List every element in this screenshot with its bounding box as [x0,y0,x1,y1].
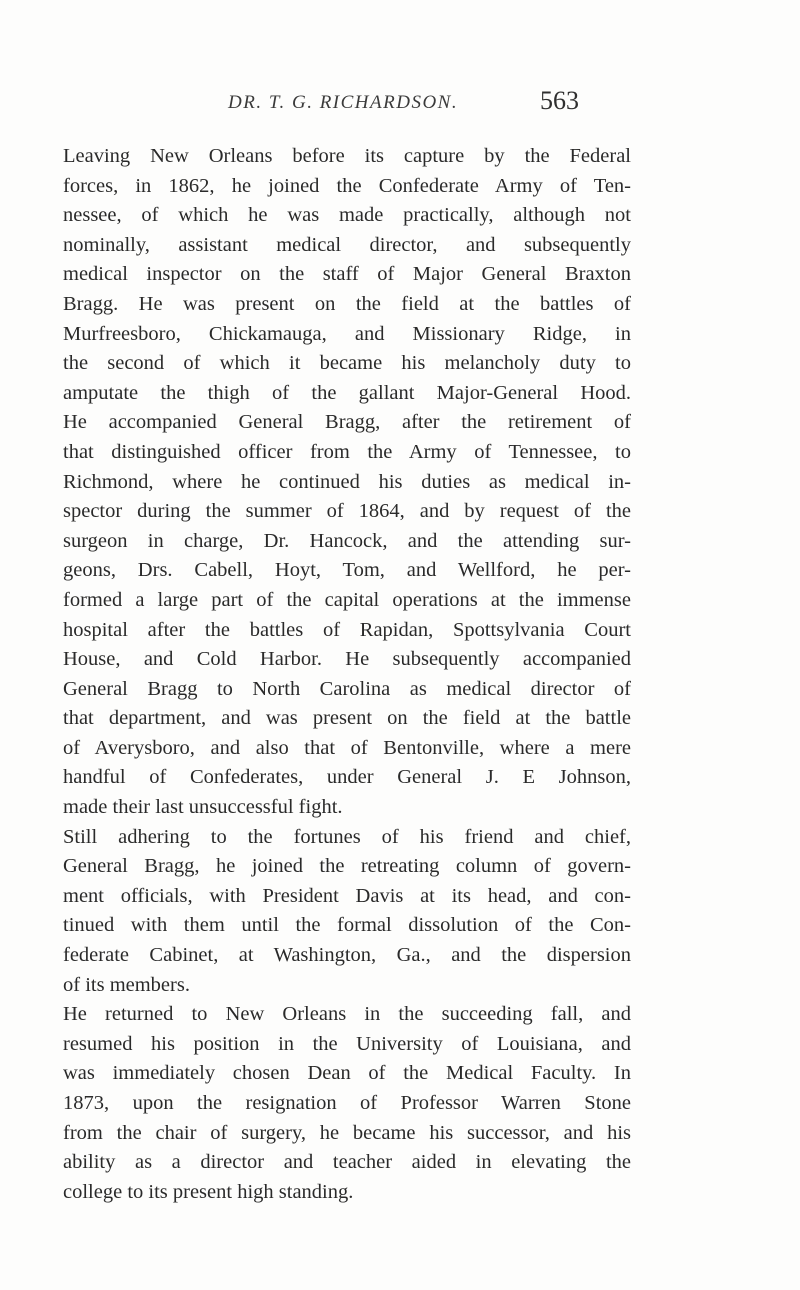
text-line: amputate the thigh of the gallant Major-General Hood. [63,381,631,404]
text-line: Bragg. He was present on the field at the battles of [63,292,631,315]
text-line: of its members. [63,973,190,996]
running-head-title: DR. T. G. RICHARDSON. [228,92,459,113]
text-line: from the chair of surgery, he became his successor, and his [63,1121,631,1144]
text-line: formed a large part of the capital operations at the immense [63,588,631,611]
text-line: handful of Confederates, under General J. E Johnson, [63,766,631,789]
text-line: was immediately chosen Dean of the Medical Faculty. In [63,1062,631,1085]
text-line: medical inspector on the staff of Major General Braxton [63,263,631,286]
text-line: resumed his position in the University of Louisiana, and [63,1032,631,1055]
text-line: General Bragg, he joined the retreating column of govern- [63,855,631,878]
text-line: federate Cabinet, at Washington, Ga., and the dispersion [63,944,631,967]
text-line: nessee, of which he was made practically, although not [63,204,631,227]
text-line: the second of which it became his melancholy duty to [63,352,631,375]
text-line: that department, and was present on the field at the battle [63,707,631,730]
text-line: 1873, upon the resignation of Professor Warren Stone [63,1092,631,1114]
text-line: nominally, assistant medical director, and subsequently [63,233,631,256]
text-line: forces, in 1862, he joined the Confederate Army of Ten- [63,174,631,197]
text-line: Still adhering to the fortunes of his friend and chief, [63,825,631,848]
paragraph-2 [63,823,631,1001]
text-line: He accompanied General Bragg, after the retirement of [63,411,631,434]
paragraph-3 [63,1000,631,1207]
text-line: that distinguished officer from the Army of Tennessee, to [63,440,631,463]
text-line: made their last unsuccessful fight. [63,796,343,819]
text-line: He returned to New Orleans in the succeeding fall, and [63,1003,631,1026]
paragraph-1 [63,142,631,823]
text-line: of Averysboro, and also that of Bentonville, where a mere [63,736,631,759]
running-head [0,86,800,126]
text-line: surgeon in charge, Dr. Hancock, and the attending sur- [63,529,631,552]
text-line: hospital after the battles of Rapidan, Spottsylvania Court [63,618,631,641]
text-line: ment officials, with President Davis at its head, and con- [63,884,631,907]
text-line: college to its present high standing. [63,1180,354,1203]
text-line: House, and Cold Harbor. He subsequently accompanied [63,648,631,671]
text-line: tinued with them until the formal dissolution of the Con- [63,914,631,937]
text-line: Richmond, where he continued his duties as medical in- [63,470,631,493]
text-line: spector during the summer of 1864, and by request of the [63,500,631,523]
text-line: ability as a director and teacher aided in elevating the [63,1151,631,1174]
text-line: geons, Drs. Cabell, Hoyt, Tom, and Wellford, he per- [63,559,631,582]
text-line: Leaving New Orleans before its capture by the Federal [63,145,631,167]
body-text [63,142,631,1207]
page-number: 563 [540,86,579,115]
text-line: Murfreesboro, Chickamauga, and Missionary Ridge, in [63,322,631,345]
text-line: General Bragg to North Carolina as medical director of [63,677,631,700]
